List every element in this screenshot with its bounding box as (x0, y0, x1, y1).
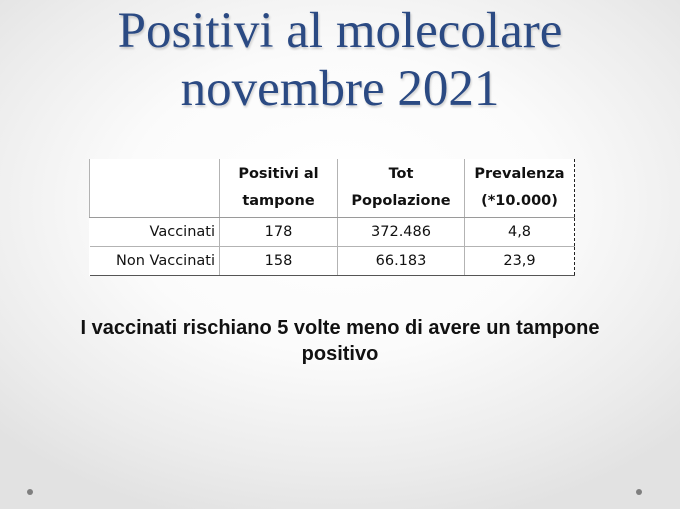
header-popolazione-line-1: Tot (388, 165, 414, 182)
cell-prevalenza: 23,9 (465, 246, 575, 275)
header-popolazione-line-2: Popolazione (351, 192, 451, 209)
slide-title (0, 2, 680, 118)
cell-prevalenza: 4,8 (465, 217, 575, 246)
header-positivi-line-1: Positivi al (238, 165, 319, 182)
header-cell-positivi (220, 159, 338, 217)
header-cell-empty (90, 159, 220, 217)
header-positivi-line-2: tampone (242, 192, 315, 209)
row-label: Vaccinati (90, 217, 220, 246)
conclusion-text (0, 315, 680, 367)
cell-positivi: 158 (220, 246, 338, 275)
table-row (90, 217, 575, 246)
conclusion-line-2: positivo (301, 343, 379, 365)
header-cell-prevalenza (465, 159, 575, 217)
header-prevalenza-line-2: (*10.000) (481, 192, 558, 209)
cell-popolazione: 66.183 (338, 246, 465, 275)
slide-corner-dot-right (636, 489, 642, 495)
conclusion-line-1: I vaccinati rischiano 5 volte meno di avere un tampone (80, 317, 600, 339)
slide-title-line-2: novembre 2021 (180, 61, 500, 117)
slide-corner-dot-left (27, 489, 33, 495)
cell-positivi: 178 (220, 217, 338, 246)
row-label: Non Vaccinati (90, 246, 220, 275)
table-row (90, 246, 575, 275)
slide-title-line-1: Positivi al molecolare (117, 3, 563, 59)
cell-popolazione: 372.486 (338, 217, 465, 246)
positivity-table (89, 159, 575, 276)
table-header-row (90, 159, 575, 217)
header-cell-popolazione (338, 159, 465, 217)
header-prevalenza-line-1: Prevalenza (474, 165, 565, 182)
